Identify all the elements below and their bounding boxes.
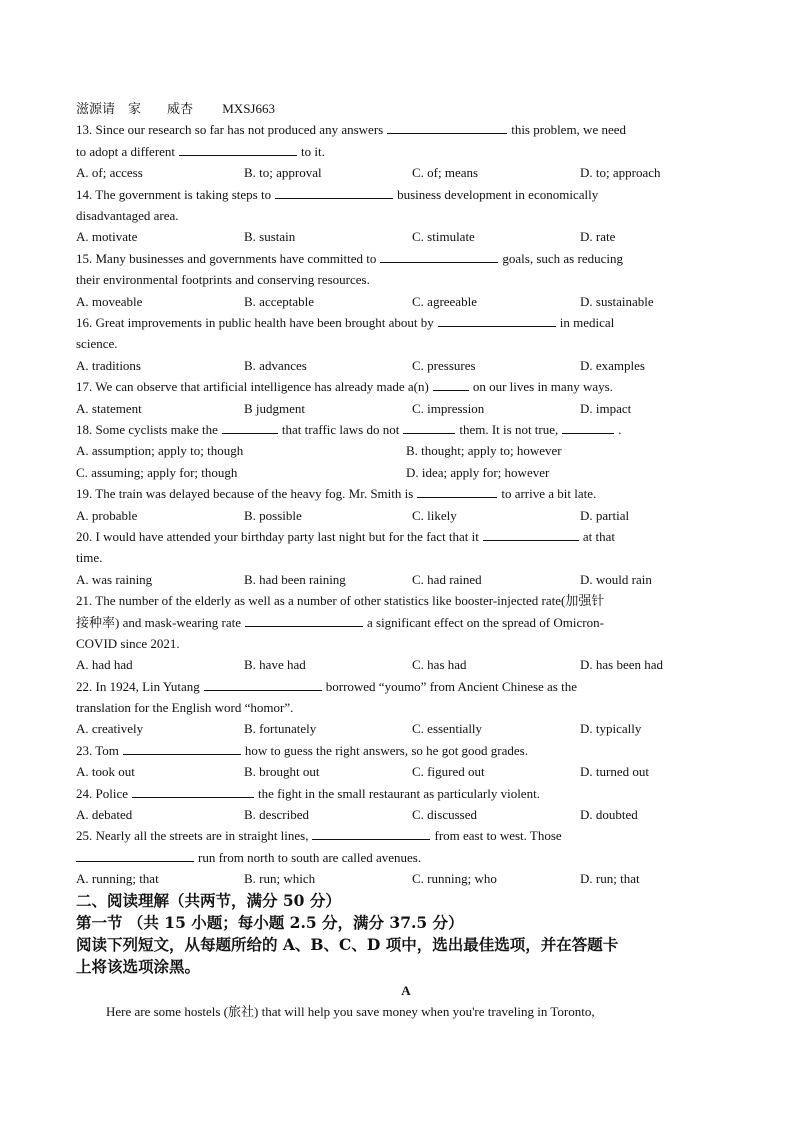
answer-blank bbox=[438, 313, 556, 327]
option-c: C. likely bbox=[412, 507, 457, 523]
question-15 bbox=[76, 248, 736, 269]
answer-blank bbox=[76, 848, 194, 862]
option-c: C. essentially bbox=[412, 721, 483, 737]
section-heading: 二、阅读理解（共两节，满分 50 分） bbox=[76, 890, 341, 910]
q22-text: 22. In 1924, Lin Yutang bbox=[76, 678, 200, 694]
option-d: D. partial bbox=[580, 507, 630, 523]
q17-text: 17. We can observe that artificial intelligence has already made a(n) bbox=[76, 379, 429, 395]
q20-text: 20. I would have attended your birthday party last night but for the fact that it bbox=[76, 528, 479, 544]
q25-text-cont: from east to west. Those bbox=[434, 828, 562, 844]
option-a: A. had had bbox=[76, 657, 133, 673]
option-a: A. assumption; apply to; though bbox=[76, 443, 244, 459]
q19-options bbox=[76, 505, 736, 526]
part-heading: 第一节 （共 15 小题；每小题 2.5 分，满分 37.5 分） bbox=[76, 912, 464, 932]
question-17 bbox=[76, 376, 736, 397]
option-c: C. impression bbox=[412, 400, 485, 416]
option-b: B. described bbox=[244, 807, 309, 823]
option-b: B. to; approval bbox=[244, 165, 322, 181]
option-c: C. of; means bbox=[412, 165, 479, 181]
option-c: C. stimulate bbox=[412, 229, 475, 245]
question-20 bbox=[76, 526, 736, 547]
passage-label: A bbox=[401, 982, 411, 998]
answer-blank bbox=[222, 420, 278, 434]
answer-blank bbox=[123, 741, 241, 755]
q24-text-cont: the fight in the small restaurant as particularly violent. bbox=[258, 785, 540, 801]
option-b: B. possible bbox=[244, 507, 302, 523]
question-25 bbox=[76, 825, 736, 846]
option-d: D. rate bbox=[580, 229, 616, 245]
question-20-line2: time. bbox=[76, 550, 103, 566]
option-a: A. probable bbox=[76, 507, 138, 523]
option-b: B. advances bbox=[244, 357, 307, 373]
option-a: A. creatively bbox=[76, 721, 144, 737]
q21-text-3: a significant effect on the spread of Omicron- bbox=[366, 614, 604, 630]
option-b: B. have had bbox=[244, 657, 306, 673]
option-a: A. running; that bbox=[76, 871, 159, 887]
option-d: D. to; approach bbox=[580, 165, 661, 181]
q18-options-row1 bbox=[76, 440, 736, 461]
option-a: A. motivate bbox=[76, 229, 138, 245]
option-d: D. idea; apply for; however bbox=[406, 464, 550, 480]
option-c: C. assuming; apply for; though bbox=[76, 464, 238, 480]
option-b: B judgment bbox=[244, 400, 306, 416]
question-15-line2: their environmental footprints and conserving resources. bbox=[76, 272, 370, 288]
option-a: A. took out bbox=[76, 764, 135, 780]
q18-text-2: that traffic laws do not bbox=[281, 421, 400, 437]
option-c: C. pressures bbox=[412, 357, 476, 373]
question-13-line2 bbox=[76, 141, 736, 162]
option-c: C. agreeable bbox=[412, 293, 477, 309]
page-header: 滋源请 家 威杏 MXSJ663 bbox=[76, 101, 275, 116]
q16-text: 16. Great improvements in public health have been brought about by bbox=[76, 314, 434, 330]
option-b: B. fortunately bbox=[244, 721, 317, 737]
question-14 bbox=[76, 184, 736, 205]
option-d: D. doubted bbox=[580, 807, 638, 823]
question-23 bbox=[76, 740, 736, 761]
option-d: D. impact bbox=[580, 400, 632, 416]
q16-options bbox=[76, 355, 736, 376]
question-18 bbox=[76, 419, 736, 440]
option-d: D. typically bbox=[580, 721, 642, 737]
answer-blank bbox=[179, 142, 297, 156]
question-19 bbox=[76, 483, 736, 504]
question-21: 21. The number of the elderly as well as a number of other statistics like booster-injected rate(加强针 bbox=[76, 593, 605, 609]
q17-options bbox=[76, 398, 736, 419]
q14-text-cont: business development in economically bbox=[397, 186, 599, 202]
option-c: C. had rained bbox=[412, 571, 482, 587]
answer-blank bbox=[417, 484, 497, 498]
option-a: A. statement bbox=[76, 400, 142, 416]
instruction-line-1: 阅读下列短文，从每题所给的 A、B、C、D 项中，选出最佳选项，并在答题卡 bbox=[76, 934, 619, 954]
q23-text: 23. Tom bbox=[76, 742, 119, 758]
q20-options bbox=[76, 569, 736, 590]
q23-options bbox=[76, 761, 736, 782]
q18-text-3: them. It is not true, bbox=[459, 421, 559, 437]
q25-text: 25. Nearly all the streets are in straight lines, bbox=[76, 828, 309, 844]
option-d: D. sustainable bbox=[580, 293, 654, 309]
answer-blank bbox=[245, 613, 363, 627]
question-21-line2 bbox=[76, 612, 736, 633]
option-d: D. examples bbox=[580, 357, 645, 373]
question-13 bbox=[76, 119, 736, 140]
answer-blank bbox=[387, 120, 507, 134]
passage-text: Here are some hostels (旅社) that will help you save money when you're traveling in Toronto, bbox=[106, 1003, 595, 1019]
option-b: B. run; which bbox=[244, 871, 316, 887]
instruction-line-2: 上将该选项涂黑。 bbox=[76, 956, 201, 976]
option-b: B. acceptable bbox=[244, 293, 315, 309]
q19-text-cont: to arrive a bit late. bbox=[501, 486, 597, 502]
q18-text: 18. Some cyclists make the bbox=[76, 421, 218, 437]
question-24 bbox=[76, 783, 736, 804]
q13-text-2: to adopt a different bbox=[76, 143, 176, 159]
q15-options bbox=[76, 291, 736, 312]
q25-options bbox=[76, 868, 736, 889]
option-b: B. sustain bbox=[244, 229, 296, 245]
answer-blank bbox=[433, 377, 469, 391]
q15-text-cont: goals, such as reducing bbox=[502, 250, 623, 266]
q21-options bbox=[76, 654, 736, 675]
answer-blank bbox=[562, 420, 614, 434]
q15-text: 15. Many businesses and governments have committed to bbox=[76, 250, 377, 266]
q22-options bbox=[76, 718, 736, 739]
answer-blank bbox=[132, 784, 254, 798]
option-c: C. figured out bbox=[412, 764, 485, 780]
q25-text-2: run from north to south are called avenues. bbox=[198, 849, 422, 865]
option-c: C. has had bbox=[412, 657, 467, 673]
q23-text-cont: how to guess the right answers, so he got good grades. bbox=[244, 742, 528, 758]
option-b: B. had been raining bbox=[244, 571, 346, 587]
option-d: D. would rain bbox=[580, 571, 652, 587]
q13-options bbox=[76, 162, 736, 183]
answer-blank bbox=[312, 826, 430, 840]
q24-options bbox=[76, 804, 736, 825]
answer-blank bbox=[380, 249, 498, 263]
q20-text-cont: at that bbox=[582, 528, 616, 544]
option-d: D. has been had bbox=[580, 657, 664, 673]
option-a: A. was raining bbox=[76, 571, 153, 587]
answer-blank bbox=[204, 677, 322, 691]
option-a: A. debated bbox=[76, 807, 133, 823]
question-21-line3: COVID since 2021. bbox=[76, 635, 180, 651]
answer-blank bbox=[275, 185, 393, 199]
option-a: A. traditions bbox=[76, 357, 141, 373]
q21-text-2: 接种率) and mask-wearing rate bbox=[76, 614, 241, 630]
option-c: C. discussed bbox=[412, 807, 477, 823]
question-25-line2 bbox=[76, 847, 736, 868]
answer-blank bbox=[483, 527, 579, 541]
option-b: B. brought out bbox=[244, 764, 320, 780]
q13-text-cont: this problem, we need bbox=[511, 122, 627, 138]
question-22-line2: translation for the English word “homor”. bbox=[76, 700, 294, 716]
q24-text: 24. Police bbox=[76, 785, 128, 801]
q18-text-4: . bbox=[618, 421, 622, 437]
q17-text-cont: on our lives in many ways. bbox=[472, 379, 613, 395]
answer-blank bbox=[403, 420, 455, 434]
q14-options bbox=[76, 226, 736, 247]
q18-options-row2 bbox=[76, 462, 736, 483]
q13-text-3: to it. bbox=[301, 143, 325, 159]
option-d: D. turned out bbox=[580, 764, 649, 780]
q16-text-cont: in medical bbox=[559, 314, 615, 330]
exam-page bbox=[76, 98, 736, 1022]
q22-text-cont: borrowed “youmo” from Ancient Chinese as the bbox=[325, 678, 577, 694]
q13-text: 13. Since our research so far has not produced any answers bbox=[76, 122, 384, 138]
question-14-line2: disadvantaged area. bbox=[76, 207, 179, 223]
option-a: A. moveable bbox=[76, 293, 143, 309]
option-a: A. of; access bbox=[76, 165, 143, 181]
question-22 bbox=[76, 676, 736, 697]
option-c: C. running; who bbox=[412, 871, 497, 887]
question-16-line2: science. bbox=[76, 336, 118, 352]
option-d: D. run; that bbox=[580, 871, 640, 887]
question-16 bbox=[76, 312, 736, 333]
option-b: B. thought; apply to; however bbox=[406, 443, 562, 459]
q19-text: 19. The train was delayed because of the heavy fog. Mr. Smith is bbox=[76, 486, 414, 502]
q14-text: 14. The government is taking steps to bbox=[76, 186, 272, 202]
